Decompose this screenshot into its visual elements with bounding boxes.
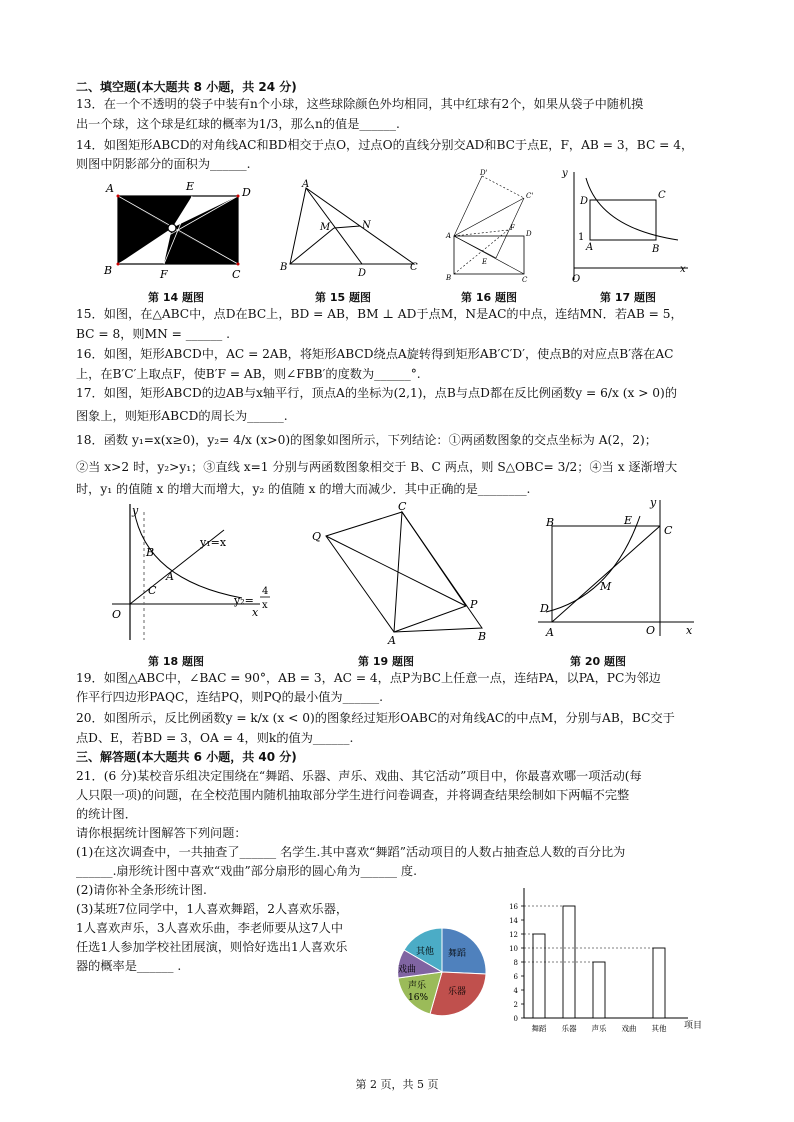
svg-text:E: E	[482, 258, 488, 266]
svg-text:C: C	[522, 276, 528, 284]
pie-label-other: 其他	[416, 947, 435, 957]
q21-line-9: 1人喜欢声乐，3人喜欢乐曲，李老师要从这7人中	[76, 921, 344, 935]
x-axis-label: 项目	[684, 1021, 703, 1031]
svg-text:4: 4	[262, 586, 269, 597]
figure-16	[444, 168, 544, 286]
figure-15	[278, 178, 428, 288]
y-tick-label: 10	[509, 945, 518, 953]
x-tick-label: 戏曲	[621, 1024, 637, 1033]
q21-line-5: (1)在这次调查中，一共抽查了______ 名学生.其中喜欢“舞蹈”活动项目的人数占抽查总人数的百分比为	[76, 845, 626, 859]
q18-line-1: 18．函数 y₁=x(x≥0)，y₂= 4/x (x>0)的图象如图所示，下列结论：①两函数图象的交点坐标为 A(2，2)；	[76, 433, 657, 447]
x-tick-label: 其他	[651, 1024, 667, 1033]
figure-14	[100, 178, 260, 288]
figure-20	[532, 496, 702, 646]
svg-text:C': C'	[526, 192, 534, 200]
svg-text:O: O	[112, 608, 122, 621]
svg-text:O: O	[572, 274, 581, 285]
svg-text:B: B	[280, 262, 288, 273]
pie-label-pct: 16%	[408, 993, 429, 1003]
svg-text:C: C	[232, 268, 241, 281]
bar	[653, 948, 665, 1018]
caption-fig-15: 第 15 题图	[315, 291, 371, 304]
svg-text:E: E	[624, 514, 633, 527]
pie-label-vocal: 声乐	[408, 981, 427, 991]
svg-text:y: y	[132, 504, 139, 517]
q14-line-2: 则图中阴影部分的面积为______.	[76, 157, 251, 171]
caption-fig-16: 第 16 题图	[461, 291, 517, 304]
q13-line-2: 出一个球，这个球是红球的概率为1/3，那么n的值是______.	[76, 117, 400, 131]
q21-line-4: 请你根据统计图解答下列问题：	[76, 826, 247, 840]
svg-text:y₁=x: y₁=x	[200, 536, 227, 549]
q21-line-6: ______.扇形统计图中喜欢“戏曲”部分扇形的圆心角为______ 度.	[76, 864, 417, 878]
y-tick-label: 16	[509, 903, 518, 911]
figure-19	[306, 500, 496, 650]
x-tick-label: 舞蹈	[531, 1024, 547, 1033]
svg-text:A: A	[106, 182, 114, 195]
pie-label-opera: 戏曲	[398, 965, 417, 975]
svg-text:F: F	[510, 224, 515, 232]
svg-text:Q: Q	[312, 530, 322, 543]
svg-text:D: D	[580, 196, 589, 207]
svg-text:y: y	[562, 168, 568, 179]
y-tick-label: 6	[513, 973, 518, 981]
q20-line-1: 20．如图所示，反比例函数y = k/x (x < 0)的图象经过矩形OABC的对角线AC的中点M，分别与AB，BC交于	[76, 711, 675, 725]
svg-text:M: M	[320, 222, 331, 233]
svg-text:M: M	[600, 580, 612, 593]
svg-text:A: A	[166, 570, 174, 583]
q20-line-2: 点D、E，若BD = 3，OA = 4，则k的值为______.	[76, 731, 354, 745]
y-tick-label: 14	[509, 917, 518, 925]
caption-fig-17: 第 17 题图	[600, 291, 656, 304]
caption-fig-18: 第 18 题图	[148, 655, 204, 668]
q17-line-2: 图象上，则矩形ABCD的周长为______.	[76, 409, 288, 423]
svg-text:1: 1	[578, 232, 585, 243]
svg-text:x: x	[262, 600, 268, 611]
svg-text:C: C	[658, 190, 666, 201]
section-title-fill-in: 二、填空题(本大题共 8 小题，共 24 分)	[76, 80, 297, 94]
svg-text:O: O	[646, 624, 656, 637]
q17-line-1: 17．如图，矩形ABCD的边AB与x轴平行，顶点A的坐标为(2,1)，点B与点D都在反比例函数y = 6/x (x > 0)的	[76, 386, 678, 400]
svg-text:D: D	[358, 268, 367, 279]
svg-text:N: N	[362, 220, 371, 231]
y-tick-label: 2	[513, 1001, 518, 1009]
svg-text:C: C	[664, 524, 673, 537]
q15-line-1: 15．如图，在△ABC中，点D在BC上，BD = AB，BM ⊥ AD于点M，N是AC的中点，连结MN．若AB = 5，	[76, 307, 683, 321]
svg-text:y: y	[650, 496, 657, 509]
pie-label-instrument: 乐器	[448, 987, 467, 997]
q16-line-2: 上，在B′C′上取点F，使B′F = AB，则∠FBB′的度数为______°.	[76, 367, 421, 381]
q13-line-1: 13．在一个不透明的袋子中装有n个小球，这些球除颜色外均相同，其中红球有2个，如果从袋子中随机摸	[76, 97, 644, 111]
y-tick-label: 4	[513, 987, 518, 995]
q18-line-3: 时，y₁ 的值随 x 的增大而增大，y₂ 的值随 x 的增大而减少．其中正确的是________.	[76, 482, 531, 496]
y-tick-label: 0	[513, 1015, 518, 1023]
svg-text:y₂=: y₂=	[234, 594, 254, 607]
q21-line-3: 的统计图．	[76, 807, 137, 821]
y-tick-label: 12	[509, 931, 518, 939]
svg-text:B: B	[146, 546, 155, 559]
x-tick-label: 乐器	[561, 1024, 577, 1033]
q21-line-11: 器的概率是______ .	[76, 959, 182, 973]
caption-fig-19: 第 19 题图	[358, 655, 414, 668]
section-title-answers: 三、解答题(本大题共 6 小题，共 40 分)	[76, 750, 297, 764]
svg-text:C: C	[410, 262, 418, 273]
q21-line-8: (3)某班7位同学中，1人喜欢舞蹈，2人喜欢乐器，	[76, 902, 349, 916]
bar	[533, 934, 545, 1018]
pie-label-dance: 舞蹈	[448, 949, 467, 959]
svg-text:D: D	[540, 602, 549, 615]
figure-18	[92, 500, 282, 650]
q14-line-1: 14．如图矩形ABCD的对角线AC和BD相交于点O，过点O的直线分别交AD和BC于点E，F，AB = 3，BC = 4，	[76, 138, 694, 152]
svg-text:B: B	[652, 244, 660, 255]
q21-line-2: 人只限一项)的问题，在全校范围内随机抽取部分学生进行问卷调查，并将调查结果绘制如下两幅不完整	[76, 788, 630, 802]
y-tick-label: 8	[513, 959, 518, 967]
svg-text:x: x	[686, 624, 693, 637]
svg-text:F: F	[160, 268, 168, 281]
svg-text:A: A	[546, 626, 554, 639]
svg-text:A: A	[388, 634, 396, 647]
svg-text:C: C	[398, 500, 407, 513]
svg-text:A: A	[586, 242, 594, 253]
svg-text:B: B	[546, 516, 555, 529]
bar-chart	[500, 884, 712, 1040]
svg-text:B: B	[446, 274, 452, 282]
svg-text:A: A	[446, 232, 452, 240]
svg-text:E: E	[186, 180, 195, 193]
svg-text:D: D	[526, 230, 532, 238]
pie-chart	[394, 924, 490, 1020]
caption-fig-14: 第 14 题图	[148, 291, 204, 304]
svg-text:C: C	[148, 584, 157, 597]
svg-text:x: x	[252, 606, 259, 619]
q21-line-10: 任选1人参加学校社团展演，则恰好选出1人喜欢乐	[76, 940, 348, 954]
caption-fig-20: 第 20 题图	[570, 655, 626, 668]
svg-text:D: D	[242, 186, 251, 199]
q21-line-1: 21．(6 分)某校音乐组决定围绕在“舞蹈、乐器、声乐、戏曲、其它活动”项目中，你最喜欢哪一项活动(每	[76, 769, 642, 783]
page-footer: 第 2 页，共 5 页	[355, 1078, 439, 1091]
svg-text:D': D'	[480, 169, 488, 177]
bar	[593, 962, 605, 1018]
q15-line-2: BC = 8，则MN = ______ .	[76, 327, 231, 341]
q16-line-1: 16．如图，矩形ABCD中，AC = 2AB，将矩形ABCD绕点A旋转得到矩形AB′C′D′，使点B的对应点B′落在AC	[76, 347, 674, 361]
svg-text:B: B	[478, 630, 487, 643]
q21-line-7: (2)请你补全条形统计图.	[76, 883, 207, 897]
x-tick-label: 声乐	[591, 1024, 607, 1033]
q19-line-2: 作平行四边形PAQC，连结PQ，则PQ的最小值为______.	[76, 690, 384, 704]
svg-text:A: A	[302, 179, 310, 190]
svg-text:x: x	[680, 264, 686, 275]
q18-line-2: ②当 x>2 时，y₂>y₁；③直线 x=1 分别与两函数图象相交于 B、C 两点，则 S△OBC= 3/2；④当 x 逐渐增大	[76, 460, 678, 474]
svg-text:B: B	[104, 264, 113, 277]
svg-text:P: P	[470, 598, 478, 611]
q19-line-1: 19．如图△ABC中，∠BAC = 90°，AB = 3，AC = 4，点P为BC上任意一点，连结PA，以PA，PC为邻边	[76, 671, 661, 685]
figure-17	[560, 168, 695, 286]
